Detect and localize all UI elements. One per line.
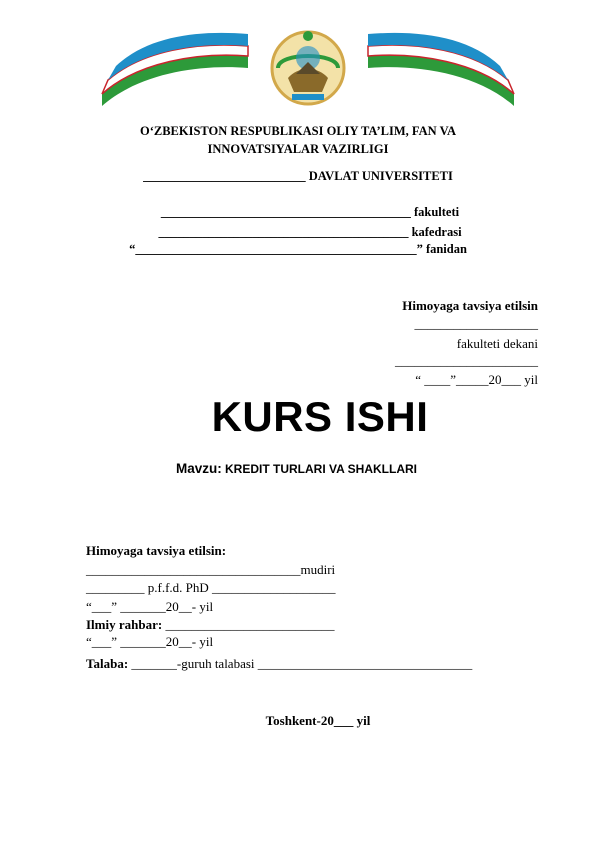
state-emblem — [272, 31, 344, 104]
flag-right — [368, 33, 514, 106]
dean-name-line: ______________________ — [395, 353, 538, 368]
approval-signature-line: ___________________ — [414, 316, 538, 331]
student-label: Talaba: — [86, 656, 129, 671]
student-blank: _______-guruh talabasi _________________________________ — [131, 656, 473, 671]
date-line-2: “___” _______20__- yil — [86, 634, 214, 649]
state-emblem-flag-banner — [98, 22, 518, 106]
subject-line: “_____________________________________________” fanidan — [129, 242, 467, 256]
university-line: __________________________ DAVLAT UNIVERSITETI — [143, 169, 453, 183]
flag-left — [102, 33, 248, 106]
topic-value: KREDIT TURLARI VA SHAKLLARI — [225, 462, 418, 476]
ministry-title-line1: O‘ZBEKISTON RESPUBLIKASI OLIY TA’LIM, FAN VA — [139, 124, 457, 138]
department-head-line: _________________________________mudiri — [86, 562, 336, 577]
supervisor-label: Ilmiy rahbar: — [86, 617, 163, 632]
dean-label: fakulteti dekani — [456, 336, 538, 351]
student-line — [86, 656, 472, 672]
recommend-label: Himoyaga tavsiya etilsin: — [86, 543, 227, 558]
topic-line — [176, 461, 417, 477]
approval-title: Himoyaga tavsiya etilsin — [402, 298, 538, 313]
department-line: ________________________________________ kafedrasi — [158, 225, 462, 239]
supervisor-line — [86, 617, 334, 633]
approval-date: “ ____”_____20___ yil — [415, 372, 538, 387]
city-year: Toshkent-20___ yil — [265, 713, 371, 728]
supervisor-blank: __________________________ — [165, 617, 335, 632]
faculty-line: ________________________________________ fakulteti — [160, 205, 460, 219]
document-title: KURS ISHI — [211, 393, 429, 440]
phd-line: _________ p.f.f.d. PhD ___________________ — [86, 580, 336, 595]
topic-label: Mavzu: — [176, 461, 222, 476]
ministry-title-line2: INNOVATSIYALAR VAZIRLIGI — [207, 142, 389, 156]
date-line-1: “___” _______20__- yil — [86, 599, 214, 614]
